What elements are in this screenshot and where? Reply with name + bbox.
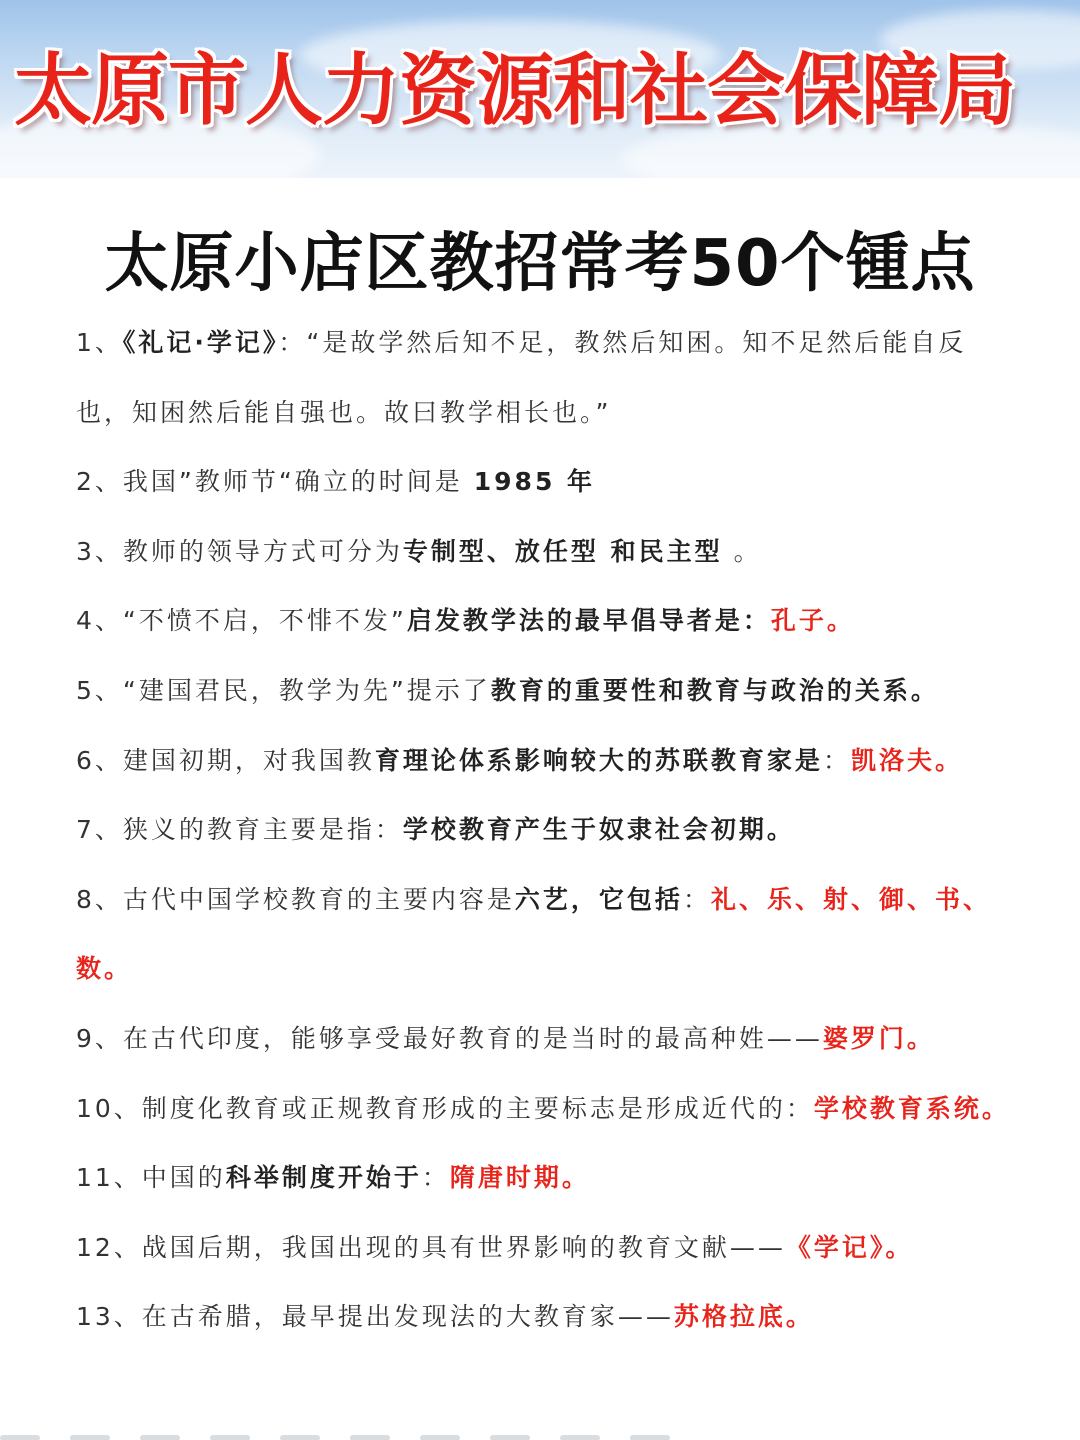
item-text: 5、“建国君民，教学为先”提示了	[76, 675, 491, 705]
item-text: ：“是故学然后知不足，教然后知困。知不足然后能自反也，知困然后能自强也。故曰教学相长也。”	[76, 328, 967, 427]
list-item	[76, 517, 1016, 587]
key-phrase: 1985 年	[473, 467, 596, 497]
item-text: 4、“不愤不启，不悱不发”	[76, 606, 407, 636]
item-text: 7、狭义的教育主要是指：	[76, 815, 403, 845]
item-text: 12、战国后期，我国出现的具有世界影响的教育文献——	[76, 1232, 786, 1262]
key-phrase: 六艺，它包括	[514, 884, 683, 914]
answer-highlight: 婆罗门。	[822, 1023, 935, 1053]
key-phrase: 《礼记·学记》	[122, 328, 279, 357]
item-text: ：	[421, 1163, 450, 1193]
item-text: 。	[722, 536, 762, 566]
item-text: 6、建国初期，对我国教	[76, 745, 375, 775]
list-item	[76, 308, 1016, 447]
header-banner	[0, 0, 1080, 178]
list-item	[76, 1004, 1016, 1074]
answer-highlight: 学校教育系统。	[813, 1093, 1010, 1123]
item-text: 2、我国”教师节“确立的时间是	[76, 467, 474, 497]
answer-highlight: 隋唐时期。	[449, 1163, 590, 1193]
item-text: 8、古代中国学校教育的主要内容是	[76, 884, 515, 914]
page-title: 太原小店区教招常考50个锺点	[104, 227, 976, 301]
item-text: 3、教师的领导方式可分为	[76, 536, 403, 566]
answer-highlight: 苏格拉底。	[673, 1302, 814, 1332]
list-item	[76, 1143, 1016, 1213]
item-text: 13、在古希腊，最早提出发现法的大教育家——	[76, 1302, 674, 1332]
item-text: ：	[822, 745, 851, 775]
item-text: 11、中国的	[76, 1163, 226, 1193]
key-phrase: 学校教育产生于奴隶社会初期。	[402, 815, 795, 845]
answer-highlight: 《学记》。	[785, 1232, 914, 1262]
answer-highlight: 凯洛夫。	[850, 745, 963, 775]
cut-off-next-line	[0, 1426, 1080, 1440]
list-item	[76, 1213, 1016, 1283]
key-phrase: 育理论体系影响较大的苏联教育家是	[374, 745, 823, 775]
answer-highlight: 礼、乐、射、御、书、数。	[76, 884, 991, 984]
list-item	[76, 447, 1016, 517]
list-item	[76, 1282, 1016, 1352]
answer-highlight: 孔子。	[770, 606, 855, 636]
list-item	[76, 1074, 1016, 1144]
list-item	[76, 726, 1016, 796]
key-phrase: 启发教学法的最早倡导者是：	[406, 606, 771, 636]
list-item	[76, 795, 1016, 865]
list-item	[76, 586, 1016, 656]
question-list	[76, 308, 1016, 1352]
item-text: 1、	[76, 328, 123, 357]
key-phrase: 科举制度开始于	[225, 1163, 422, 1193]
item-text: 10、制度化教育或正规教育形成的主要标志是形成近代的：	[76, 1093, 814, 1123]
banner-title: 太原市人力资源和社会保障局	[14, 46, 1016, 136]
key-phrase: 专制型、放任型 和民主型	[402, 536, 723, 566]
list-item	[76, 656, 1016, 726]
list-item	[76, 865, 1016, 1004]
item-text: ：	[682, 884, 711, 914]
item-text: 9、在古代印度，能够享受最好教育的是当时的最高种姓——	[76, 1023, 823, 1053]
key-phrase: 教育的重要性和教育与政治的关系。	[490, 675, 939, 705]
